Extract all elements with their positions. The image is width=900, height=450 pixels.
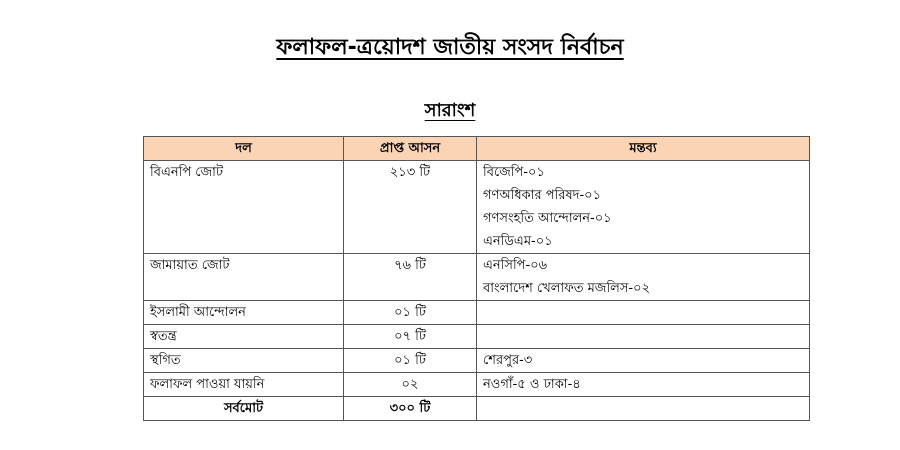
party-cell: ফলাফল পাওয়া যায়নি	[144, 373, 344, 397]
table-row	[144, 373, 810, 397]
table-row	[144, 325, 810, 349]
party-cell: জামায়াত জোট	[144, 254, 344, 301]
summary-heading: সারাংশ	[424, 100, 476, 121]
results-table	[143, 136, 810, 421]
party-cell: স্থগিত	[144, 349, 344, 373]
remarks-cell	[477, 301, 810, 325]
remark-item: বিজেপি-০১	[483, 165, 545, 180]
remark-item: শেরপুর-৩	[483, 353, 533, 368]
table-header-row	[144, 137, 810, 161]
remarks-cell	[477, 349, 810, 373]
header-remarks: মন্তব্য	[477, 137, 810, 161]
total-label: সর্বমোট	[144, 397, 344, 421]
total-seats: ৩০০ টি	[344, 397, 477, 421]
party-cell: ইসলামী আন্দোলন	[144, 301, 344, 325]
remarks-cell	[477, 397, 810, 421]
remark-item: গণঅধিকার পরিষদ-০১	[483, 188, 602, 203]
party-cell: বিএনপি জোট	[144, 161, 344, 254]
table-row	[144, 301, 810, 325]
page-title: ফলাফল-ত্রয়োদশ জাতীয় সংসদ নির্বাচন	[276, 35, 624, 60]
remarks-cell	[477, 161, 810, 254]
seats-cell: ৭৬ টি	[344, 254, 477, 301]
remarks-cell	[477, 254, 810, 301]
table-row	[144, 349, 810, 373]
total-row	[144, 397, 810, 421]
remark-item: এনডিএম-০১	[483, 234, 553, 249]
seats-cell: ০২	[344, 373, 477, 397]
seats-cell: ০১ টি	[344, 301, 477, 325]
seats-cell: ০১ টি	[344, 349, 477, 373]
remark-item: এনসিপি-০৬	[483, 258, 548, 273]
remark-item: গণসংহতি আন্দোলন-০১	[483, 211, 612, 226]
seats-cell: ২১৩ টি	[344, 161, 477, 254]
remarks-cell	[477, 325, 810, 349]
table-row	[144, 254, 810, 301]
header-party: দল	[144, 137, 344, 161]
header-seats: প্রাপ্ত আসন	[344, 137, 477, 161]
table-row	[144, 161, 810, 254]
remark-item: নওগাঁ-৫ ও ঢাকা-৪	[483, 377, 581, 392]
seats-cell: ০৭ টি	[344, 325, 477, 349]
remark-item: বাংলাদেশ খেলাফত মজলিস-০২	[483, 281, 651, 296]
remarks-cell	[477, 373, 810, 397]
party-cell: স্বতন্ত্র	[144, 325, 344, 349]
